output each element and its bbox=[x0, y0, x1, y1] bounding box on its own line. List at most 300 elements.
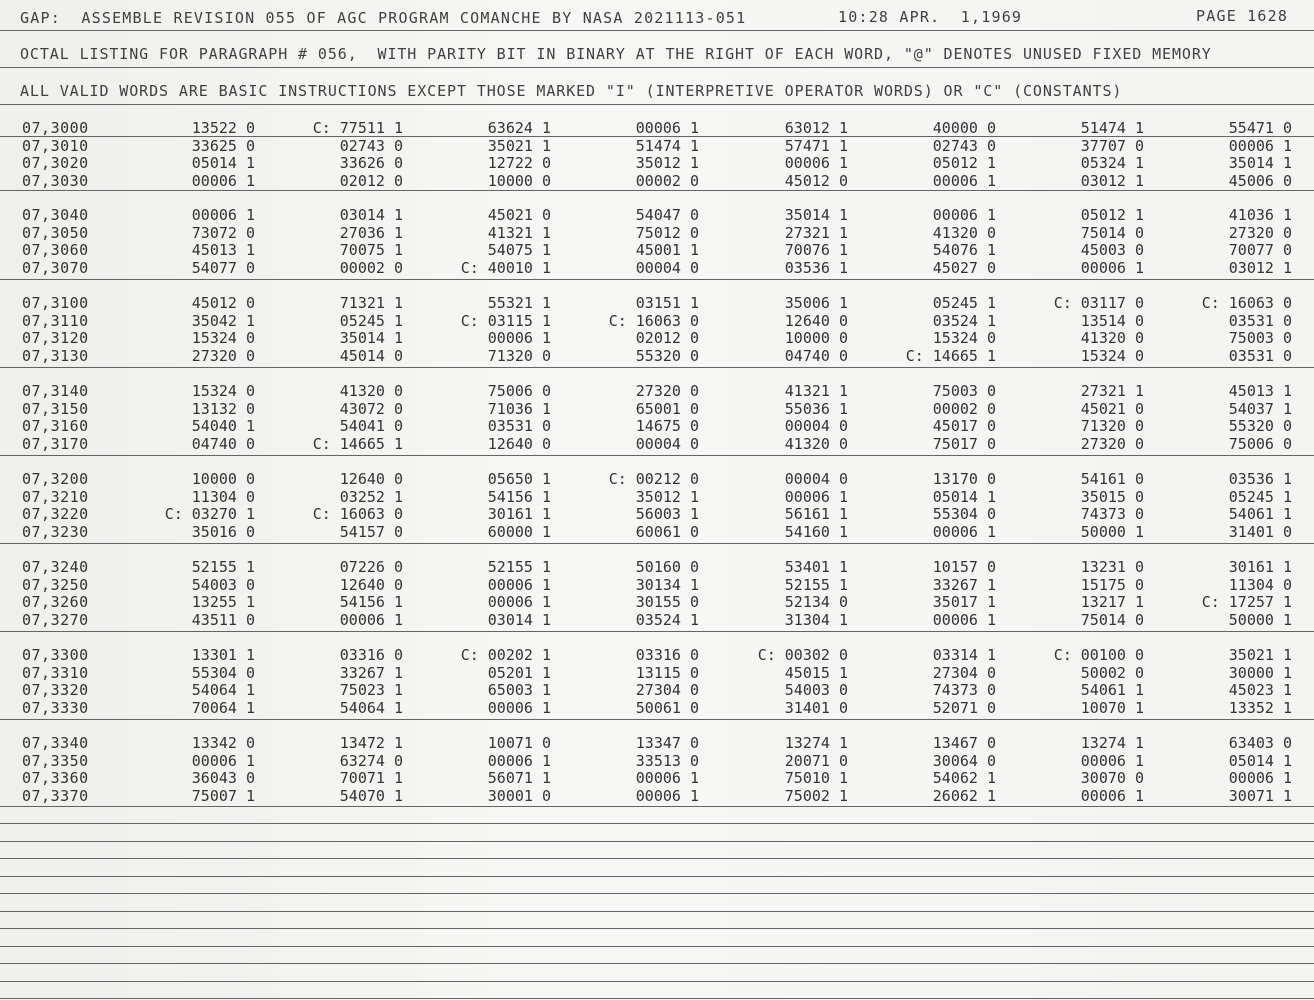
octal-word: 03531 0 bbox=[1228, 311, 1292, 330]
octal-word: 15324 0 bbox=[1080, 346, 1144, 365]
octal-word: 13115 0 bbox=[635, 663, 699, 682]
row-address: 07,3260 bbox=[22, 593, 89, 611]
octal-word: 74373 0 bbox=[932, 681, 996, 699]
octal-word: 05245 1 bbox=[339, 311, 403, 330]
octal-word: 03524 1 bbox=[635, 610, 699, 629]
octal-word: 75010 1 bbox=[784, 769, 848, 787]
paper-rule bbox=[0, 543, 1314, 544]
octal-word: 75003 0 bbox=[1228, 329, 1292, 347]
octal-word: 35012 1 bbox=[635, 487, 699, 506]
octal-word: 75007 1 bbox=[191, 786, 255, 805]
octal-word: 13472 1 bbox=[339, 734, 403, 752]
paper-rule bbox=[0, 946, 1314, 947]
octal-word: 35012 1 bbox=[635, 154, 699, 172]
listing-row bbox=[0, 435, 1314, 452]
octal-word: 54041 0 bbox=[339, 417, 403, 435]
octal-word: 27320 0 bbox=[191, 346, 255, 365]
octal-word: 10157 0 bbox=[932, 558, 996, 576]
octal-word: 45023 1 bbox=[1228, 681, 1292, 699]
octal-word: 74373 0 bbox=[1080, 505, 1144, 523]
octal-word: 54076 1 bbox=[932, 241, 996, 259]
octal-word: 27321 1 bbox=[1080, 382, 1144, 400]
octal-word: 00006 1 bbox=[932, 610, 996, 629]
octal-word: 00004 0 bbox=[635, 258, 699, 277]
octal-word: 52155 1 bbox=[191, 558, 255, 576]
octal-word: 00006 1 bbox=[932, 206, 996, 224]
octal-word: 35021 1 bbox=[1228, 646, 1292, 664]
octal-word: 43072 0 bbox=[339, 399, 403, 418]
octal-word: 10000 0 bbox=[191, 470, 255, 488]
octal-word: 73072 0 bbox=[191, 223, 255, 242]
octal-word: 33267 1 bbox=[339, 663, 403, 682]
paper-rule bbox=[0, 823, 1314, 824]
paper-rule bbox=[0, 806, 1314, 807]
constant-word: C: 00100 0 bbox=[1053, 646, 1144, 664]
row-address: 07,3140 bbox=[22, 382, 89, 400]
octal-word: 52071 0 bbox=[932, 698, 996, 717]
octal-word: 55471 0 bbox=[1228, 119, 1292, 137]
octal-word: 54061 1 bbox=[1080, 681, 1144, 699]
octal-word: 02743 0 bbox=[339, 136, 403, 155]
listing-row bbox=[0, 172, 1314, 189]
octal-word: 70077 0 bbox=[1228, 241, 1292, 259]
octal-word: 54003 0 bbox=[784, 681, 848, 699]
paper-rule bbox=[0, 981, 1314, 982]
octal-word: 15324 0 bbox=[932, 329, 996, 347]
octal-word: 52155 1 bbox=[784, 575, 848, 594]
constant-word: C: 00212 0 bbox=[608, 470, 699, 488]
octal-word: 35016 0 bbox=[191, 522, 255, 541]
octal-word: 03316 0 bbox=[635, 646, 699, 664]
octal-word: 10000 0 bbox=[487, 171, 551, 190]
octal-word: 50000 1 bbox=[1080, 522, 1144, 541]
paper-rule bbox=[0, 367, 1314, 368]
octal-word: 33513 0 bbox=[635, 751, 699, 770]
paper-rule bbox=[0, 911, 1314, 912]
octal-word: 03252 1 bbox=[339, 487, 403, 506]
octal-word: 27304 0 bbox=[635, 681, 699, 699]
octal-word: 35006 1 bbox=[784, 294, 848, 312]
octal-word: 30134 1 bbox=[635, 575, 699, 594]
listing-row bbox=[0, 154, 1314, 171]
constant-word: C: 16063 0 bbox=[608, 311, 699, 330]
paper-rule bbox=[0, 190, 1314, 191]
octal-word: 35017 1 bbox=[932, 593, 996, 611]
listing-row bbox=[0, 593, 1314, 610]
octal-word: 12640 0 bbox=[339, 470, 403, 488]
listing-row bbox=[0, 699, 1314, 716]
octal-word: 55321 1 bbox=[487, 294, 551, 312]
octal-word: 03012 1 bbox=[1228, 258, 1292, 277]
row-address: 07,3000 bbox=[22, 119, 89, 137]
octal-word: 10000 0 bbox=[784, 329, 848, 347]
octal-word: 40000 0 bbox=[932, 119, 996, 137]
octal-word: 35042 1 bbox=[191, 311, 255, 330]
paper-rule bbox=[0, 30, 1314, 31]
row-address: 07,3100 bbox=[22, 294, 89, 312]
octal-word: 13274 1 bbox=[784, 734, 848, 752]
octal-word: 45021 0 bbox=[487, 206, 551, 224]
octal-word: 41320 0 bbox=[784, 434, 848, 453]
octal-word: 13347 0 bbox=[635, 734, 699, 752]
octal-word: 55304 0 bbox=[932, 505, 996, 523]
listing-row bbox=[0, 558, 1314, 575]
octal-word: 26062 1 bbox=[932, 786, 996, 805]
octal-word: 00006 1 bbox=[784, 487, 848, 506]
octal-word: 63274 0 bbox=[339, 751, 403, 770]
octal-word: 03531 0 bbox=[1228, 346, 1292, 365]
octal-word: 41036 1 bbox=[1228, 206, 1292, 224]
octal-word: 12640 0 bbox=[487, 434, 551, 453]
octal-word: 05650 1 bbox=[487, 470, 551, 488]
octal-word: 35015 0 bbox=[1080, 487, 1144, 506]
constant-word: C: 16063 0 bbox=[1201, 294, 1292, 312]
timestamp: 10:28 APR. 1,1969 bbox=[838, 8, 1023, 26]
paper-rule bbox=[0, 455, 1314, 456]
octal-word: 54047 0 bbox=[635, 206, 699, 224]
page-number: PAGE 1628 bbox=[1196, 7, 1289, 25]
octal-word: 15175 0 bbox=[1080, 575, 1144, 594]
octal-word: 00006 1 bbox=[932, 171, 996, 190]
row-address: 07,3350 bbox=[22, 751, 89, 770]
row-address: 07,3030 bbox=[22, 171, 89, 190]
octal-word: 15324 0 bbox=[191, 382, 255, 400]
octal-word: 70075 1 bbox=[339, 241, 403, 259]
octal-word: 05245 1 bbox=[932, 294, 996, 312]
octal-word: 33267 1 bbox=[932, 575, 996, 594]
octal-word: 30071 1 bbox=[1228, 786, 1292, 805]
row-address: 07,3200 bbox=[22, 470, 89, 488]
paper-rule bbox=[0, 841, 1314, 842]
octal-word: 75014 0 bbox=[1080, 223, 1144, 242]
paper-rule bbox=[0, 963, 1314, 964]
octal-word: 54061 1 bbox=[1228, 505, 1292, 523]
octal-word: 35014 1 bbox=[784, 206, 848, 224]
octal-word: 27320 0 bbox=[1228, 223, 1292, 242]
octal-word: 75003 0 bbox=[932, 382, 996, 400]
paper-rule bbox=[0, 893, 1314, 894]
constant-word: C: 14665 1 bbox=[905, 346, 996, 365]
octal-word: 27320 0 bbox=[1080, 434, 1144, 453]
octal-word: 05201 1 bbox=[487, 663, 551, 682]
octal-word: 37707 0 bbox=[1080, 136, 1144, 155]
octal-word: 41320 0 bbox=[1080, 329, 1144, 347]
octal-word: 20071 0 bbox=[784, 751, 848, 770]
row-address: 07,3340 bbox=[22, 734, 89, 752]
constant-word: C: 00302 0 bbox=[757, 646, 848, 664]
octal-word: 65003 1 bbox=[487, 681, 551, 699]
octal-word: 00006 1 bbox=[1080, 258, 1144, 277]
octal-word: 04740 0 bbox=[191, 434, 255, 453]
octal-word: 27321 1 bbox=[784, 223, 848, 242]
octal-word: 00006 1 bbox=[487, 593, 551, 611]
octal-word: 70076 1 bbox=[784, 241, 848, 259]
octal-word: 14675 0 bbox=[635, 417, 699, 435]
octal-word: 03531 0 bbox=[487, 417, 551, 435]
octal-word: 30070 0 bbox=[1080, 769, 1144, 787]
constant-word: C: 03115 1 bbox=[460, 311, 551, 330]
octal-word: 10070 1 bbox=[1080, 698, 1144, 717]
constant-word: C: 14665 1 bbox=[312, 434, 403, 453]
listing-row bbox=[0, 470, 1314, 487]
octal-word: 45012 0 bbox=[784, 171, 848, 190]
octal-word: 13301 1 bbox=[191, 646, 255, 664]
constant-word: C: 40010 1 bbox=[460, 258, 551, 277]
octal-word: 45001 1 bbox=[635, 241, 699, 259]
octal-word: 75014 0 bbox=[1080, 610, 1144, 629]
octal-word: 54075 1 bbox=[487, 241, 551, 259]
constant-word: C: 77511 1 bbox=[312, 119, 403, 137]
row-address: 07,3210 bbox=[22, 487, 89, 506]
listing-row bbox=[0, 206, 1314, 223]
octal-word: 00006 1 bbox=[1080, 751, 1144, 770]
octal-word: 07226 0 bbox=[339, 558, 403, 576]
listing-row bbox=[0, 769, 1314, 786]
octal-word: 13522 0 bbox=[191, 119, 255, 137]
listing-row bbox=[0, 488, 1314, 505]
octal-word: 30161 1 bbox=[1228, 558, 1292, 576]
octal-word: 04740 0 bbox=[784, 346, 848, 365]
row-address: 07,3270 bbox=[22, 610, 89, 629]
listing-row bbox=[0, 241, 1314, 258]
octal-word: 45017 0 bbox=[932, 417, 996, 435]
octal-word: 71320 0 bbox=[1080, 417, 1144, 435]
row-address: 07,3220 bbox=[22, 505, 89, 523]
octal-word: 03536 1 bbox=[1228, 470, 1292, 488]
octal-word: 54156 1 bbox=[339, 593, 403, 611]
octal-word: 51474 1 bbox=[1080, 119, 1144, 137]
octal-word: 31401 0 bbox=[1228, 522, 1292, 541]
octal-word: 56161 1 bbox=[784, 505, 848, 523]
octal-word: 00006 1 bbox=[487, 575, 551, 594]
octal-word: 54064 1 bbox=[191, 681, 255, 699]
octal-word: 13231 0 bbox=[1080, 558, 1144, 576]
octal-word: 71321 1 bbox=[339, 294, 403, 312]
octal-word: 00006 1 bbox=[932, 522, 996, 541]
octal-word: 75002 1 bbox=[784, 786, 848, 805]
listing-row bbox=[0, 259, 1314, 276]
octal-word: 54037 1 bbox=[1228, 399, 1292, 418]
listing-row bbox=[0, 294, 1314, 311]
octal-word: 55304 0 bbox=[191, 663, 255, 682]
octal-word: 45015 1 bbox=[784, 663, 848, 682]
octal-word: 54077 0 bbox=[191, 258, 255, 277]
octal-word: 00006 1 bbox=[635, 769, 699, 787]
octal-word: 60061 0 bbox=[635, 522, 699, 541]
octal-word: 27036 1 bbox=[339, 223, 403, 242]
constant-word: C: 00202 1 bbox=[460, 646, 551, 664]
row-address: 07,3020 bbox=[22, 154, 89, 172]
octal-word: 65001 0 bbox=[635, 399, 699, 418]
octal-word: 55320 0 bbox=[1228, 417, 1292, 435]
listing-row bbox=[0, 505, 1314, 522]
octal-word: 45012 0 bbox=[191, 294, 255, 312]
octal-word: 00006 1 bbox=[191, 751, 255, 770]
octal-word: 05012 1 bbox=[1080, 206, 1144, 224]
constant-word: C: 17257 1 bbox=[1201, 593, 1292, 611]
listing-row bbox=[0, 400, 1314, 417]
octal-word: 71320 0 bbox=[487, 346, 551, 365]
listing-row bbox=[0, 382, 1314, 399]
octal-word: 54157 0 bbox=[339, 522, 403, 541]
octal-word: 27320 0 bbox=[635, 382, 699, 400]
listing-row bbox=[0, 681, 1314, 698]
octal-word: 52134 0 bbox=[784, 593, 848, 611]
octal-word: 50061 0 bbox=[635, 698, 699, 717]
row-address: 07,3120 bbox=[22, 329, 89, 347]
constant-word: C: 16063 0 bbox=[312, 505, 403, 523]
octal-word: 05014 1 bbox=[932, 487, 996, 506]
octal-word: 41321 1 bbox=[784, 382, 848, 400]
octal-word: 00006 1 bbox=[635, 119, 699, 137]
octal-word: 45027 0 bbox=[932, 258, 996, 277]
octal-word: 31401 0 bbox=[784, 698, 848, 717]
octal-word: 12722 0 bbox=[487, 154, 551, 172]
octal-word: 60000 1 bbox=[487, 522, 551, 541]
octal-word: 10071 0 bbox=[487, 734, 551, 752]
octal-word: 75017 0 bbox=[932, 434, 996, 453]
octal-word: 45013 1 bbox=[191, 241, 255, 259]
listing-row bbox=[0, 119, 1314, 136]
octal-word: 54003 0 bbox=[191, 575, 255, 594]
octal-word: 45003 0 bbox=[1080, 241, 1144, 259]
row-address: 07,3320 bbox=[22, 681, 89, 699]
octal-word: 00006 1 bbox=[339, 610, 403, 629]
octal-word: 13342 0 bbox=[191, 734, 255, 752]
octal-word: 03536 1 bbox=[784, 258, 848, 277]
octal-word: 05012 1 bbox=[932, 154, 996, 172]
octal-word: 00002 0 bbox=[339, 258, 403, 277]
row-address: 07,3230 bbox=[22, 522, 89, 541]
octal-word: 00004 0 bbox=[784, 470, 848, 488]
row-address: 07,3130 bbox=[22, 346, 89, 365]
row-address: 07,3250 bbox=[22, 575, 89, 594]
paper-rule bbox=[0, 858, 1314, 859]
octal-word: 70071 1 bbox=[339, 769, 403, 787]
octal-word: 30064 0 bbox=[932, 751, 996, 770]
octal-word: 15324 0 bbox=[191, 329, 255, 347]
octal-word: 33625 0 bbox=[191, 136, 255, 155]
octal-word: 00002 0 bbox=[635, 171, 699, 190]
octal-word: 54161 0 bbox=[1080, 470, 1144, 488]
octal-word: 13217 1 bbox=[1080, 593, 1144, 611]
octal-word: 11304 0 bbox=[1228, 575, 1292, 594]
octal-word: 71036 1 bbox=[487, 399, 551, 418]
row-address: 07,3050 bbox=[22, 223, 89, 242]
constant-word: C: 03117 0 bbox=[1053, 294, 1144, 312]
listing-row bbox=[0, 734, 1314, 751]
octal-word: 56071 1 bbox=[487, 769, 551, 787]
octal-word: 00006 1 bbox=[635, 786, 699, 805]
octal-word: 35014 1 bbox=[1228, 154, 1292, 172]
row-address: 07,3040 bbox=[22, 206, 89, 224]
row-address: 07,3240 bbox=[22, 558, 89, 576]
octal-word: 02743 0 bbox=[932, 136, 996, 155]
octal-word: 13352 1 bbox=[1228, 698, 1292, 717]
octal-word: 00006 1 bbox=[1228, 769, 1292, 787]
octal-word: 31304 1 bbox=[784, 610, 848, 629]
row-address: 07,3010 bbox=[22, 136, 89, 155]
octal-word: 54070 1 bbox=[339, 786, 403, 805]
octal-word: 56003 1 bbox=[635, 505, 699, 523]
octal-word: 55320 0 bbox=[635, 346, 699, 365]
octal-word: 63012 1 bbox=[784, 119, 848, 137]
row-address: 07,3330 bbox=[22, 698, 89, 717]
octal-word: 75006 0 bbox=[1228, 434, 1292, 453]
listing-row bbox=[0, 417, 1314, 434]
octal-word: 50160 0 bbox=[635, 558, 699, 576]
listing-row bbox=[0, 224, 1314, 241]
octal-word: 30001 0 bbox=[487, 786, 551, 805]
octal-word: 63624 1 bbox=[487, 119, 551, 137]
octal-word: 41321 1 bbox=[487, 223, 551, 242]
octal-word: 03314 1 bbox=[932, 646, 996, 664]
octal-word: 00004 0 bbox=[635, 434, 699, 453]
octal-word: 52155 1 bbox=[487, 558, 551, 576]
octal-word: 00006 1 bbox=[1080, 786, 1144, 805]
octal-word: 00006 1 bbox=[487, 751, 551, 770]
listing-row bbox=[0, 312, 1314, 329]
octal-word: 00006 1 bbox=[784, 154, 848, 172]
octal-word: 05324 1 bbox=[1080, 154, 1144, 172]
octal-word: 03014 1 bbox=[487, 610, 551, 629]
paper-rule bbox=[0, 631, 1314, 632]
octal-word: 11304 0 bbox=[191, 487, 255, 506]
octal-word: 53401 1 bbox=[784, 558, 848, 576]
row-address: 07,3360 bbox=[22, 769, 89, 787]
octal-word: 27304 0 bbox=[932, 663, 996, 682]
row-address: 07,3070 bbox=[22, 258, 89, 277]
listing-row bbox=[0, 664, 1314, 681]
row-address: 07,3370 bbox=[22, 786, 89, 805]
paper-rule bbox=[0, 67, 1314, 68]
octal-word: 63403 0 bbox=[1228, 734, 1292, 752]
row-address: 07,3160 bbox=[22, 417, 89, 435]
octal-word: 13467 0 bbox=[932, 734, 996, 752]
row-address: 07,3300 bbox=[22, 646, 89, 664]
octal-word: 41320 0 bbox=[339, 382, 403, 400]
octal-word: 35014 1 bbox=[339, 329, 403, 347]
octal-word: 03316 0 bbox=[339, 646, 403, 664]
octal-word: 02012 0 bbox=[339, 171, 403, 190]
octal-word: 54062 1 bbox=[932, 769, 996, 787]
octal-word: 33626 0 bbox=[339, 154, 403, 172]
listing-title: OCTAL LISTING FOR PARAGRAPH # 056, WITH PARITY BIT IN BINARY AT THE RIGHT OF EACH WORD, "@" DENOTES UNUSED FIXED MEMORY bbox=[20, 45, 1212, 63]
row-address: 07,3310 bbox=[22, 663, 89, 682]
octal-word: 00002 0 bbox=[932, 399, 996, 418]
octal-word: 30155 0 bbox=[635, 593, 699, 611]
octal-word: 03151 1 bbox=[635, 294, 699, 312]
octal-word: 02012 0 bbox=[635, 329, 699, 347]
octal-word: 75023 1 bbox=[339, 681, 403, 699]
octal-word: 70064 1 bbox=[191, 698, 255, 717]
row-address: 07,3150 bbox=[22, 399, 89, 418]
row-address: 07,3170 bbox=[22, 434, 89, 453]
listing-row bbox=[0, 752, 1314, 769]
octal-word: 00006 1 bbox=[487, 698, 551, 717]
octal-word: 50002 0 bbox=[1080, 663, 1144, 682]
octal-word: 50000 1 bbox=[1228, 610, 1292, 629]
octal-word: 05014 1 bbox=[1228, 751, 1292, 770]
octal-word: 00006 1 bbox=[191, 171, 255, 190]
octal-word: 45021 0 bbox=[1080, 399, 1144, 418]
octal-word: 51474 1 bbox=[635, 136, 699, 155]
listing-note: ALL VALID WORDS ARE BASIC INSTRUCTIONS EXCEPT THOSE MARKED "I" (INTERPRETIVE OPERATOR WORDS) OR "C" (CONSTANTS) bbox=[20, 82, 1123, 100]
octal-word: 05014 1 bbox=[191, 154, 255, 172]
octal-word: 00006 1 bbox=[487, 329, 551, 347]
octal-word: 43511 0 bbox=[191, 610, 255, 629]
octal-word: 03014 1 bbox=[339, 206, 403, 224]
